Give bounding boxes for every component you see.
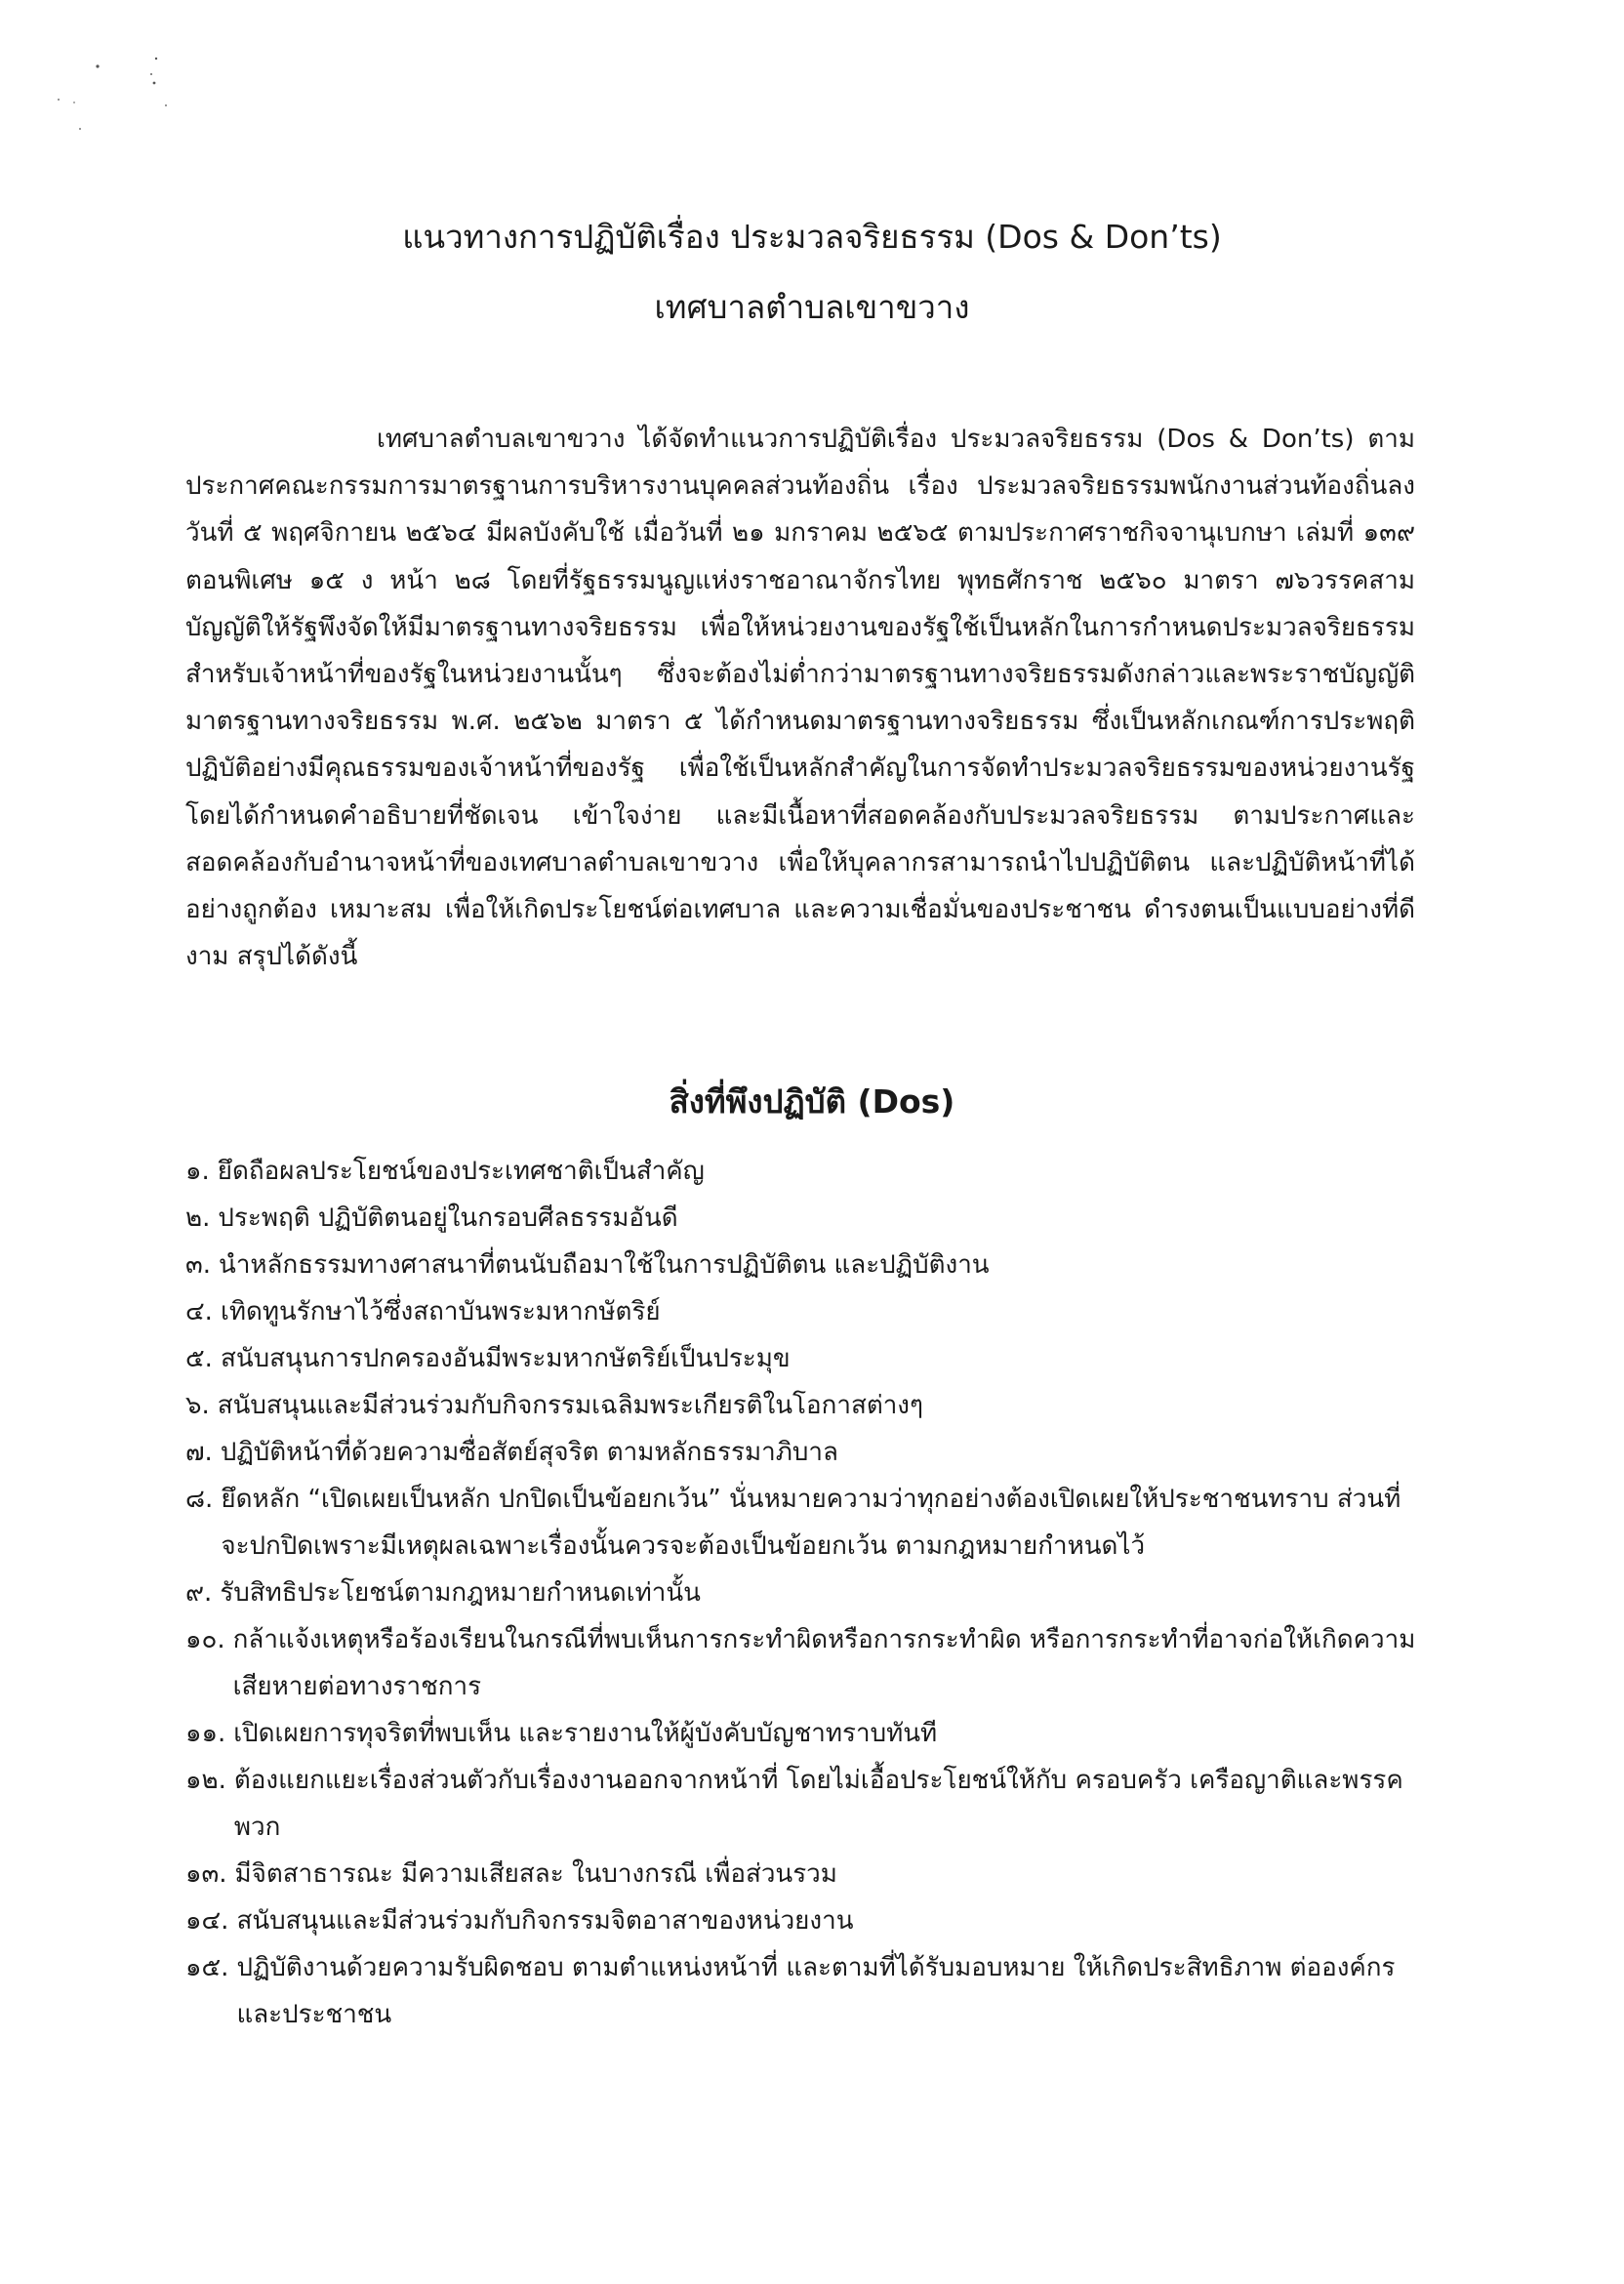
list-item	[185, 1757, 1425, 1851]
list-item-text: สนับสนุนและมีส่วนร่วมกับกิจกรรมเฉลิมพระเกียรติในโอกาสต่างๆ	[217, 1391, 923, 1420]
scan-specks	[39, 39, 195, 146]
list-item-text: ปฏิบัติงานด้วยความรับผิดชอบ ตามตำแหน่งหน้าที่ และตามที่ได้รับมอบหมาย ให้เกิดประสิทธิภาพ ต่อองค์กรและประชาชน	[236, 1953, 1396, 2029]
intro-paragraph: เทศบาลตำบลเขาขวาง ได้จัดทำแนวการปฏิบัติเรื่อง ประมวลจริยธรรม (Dos & Don’ts) ตามประกาศคณะกรรมการมาตรฐานการบริหารงานบุคคลส่วนท้องถิ่น เรื่อง ประมวลจริยธรรมพนักงานส่วนท้องถิ่นลงวันที่ ๕ พฤศจิกายน ๒๕๖๔ มีผลบังคับใช้ เมื่อวันที่ ๒๑ มกราคม ๒๕๖๕ ตามประกาศราชกิจจานุเบกษา เล่มที่ ๑๓๙ ตอนพิเศษ ๑๕ ง หน้า ๒๘ โดยที่รัฐธรรมนูญแห่งราชอาณาจักรไทย พุทธศักราช ๒๕๖๐ มาตรา ๗๖วรรคสาม บัญญัติให้รัฐพึงจัดให้มีมาตรฐานทางจริยธรรม เพื่อให้หน่วยงานของรัฐใช้เป็นหลักในการกำหนดประมวลจริยธรรมสำหรับเจ้าหน้าที่ของรัฐในหน่วยงานนั้นๆ ซึ่งจะต้องไม่ต่ำกว่ามาตรฐานทางจริยธรรมดังกล่าวและพระราชบัญญัติมาตรฐานทางจริยธรรม พ.ศ. ๒๕๖๒ มาตรา ๕ ได้กำหนดมาตรฐานทางจริยธรรม ซึ่งเป็นหลักเกณฑ์การประพฤติปฏิบัติอย่างมีคุณธรรมของเจ้าหน้าที่ของรัฐ เพื่อใช้เป็นหลักสำคัญในการจัดทำประมวลจริยธรรมของหน่วยงานรัฐ โดยได้กำหนดคำอธิบายที่ชัดเจน เข้าใจง่าย และมีเนื้อหาที่สอดคล้องกับประมวลจริยธรรม ตามประกาศและสอดคล้องกับอำนาจหน้าที่ของเทศบาลตำบลเขาขวาง เพื่อให้บุคลากรสามารถนำไปปฏิบัติตน และปฏิบัติหน้าที่ได้อย่างถูกต้อง เหมาะสม เพื่อให้เกิดประโยชน์ต่อเทศบาล และความเชื่อมั่นของประชาชน ดำรงตนเป็นแบบอย่างที่ดีงาม สรุปได้ดังนี้	[185, 425, 1415, 972]
list-item-text: นำหลักธรรมทางศาสนาที่ตนนับถือมาใช้ในการปฏิบัติตน และปฏิบัติงาน	[219, 1250, 990, 1280]
list-item-text: ยึดถือผลประโยชน์ของประเทศชาติเป็นสำคัญ	[217, 1157, 705, 1186]
list-item-text: รับสิทธิประโยชน์ตามกฎหมายกำหนดเท่านั้น	[220, 1578, 701, 1608]
list-item	[185, 1944, 1425, 2038]
list-item-number: ๑๕.	[185, 1953, 229, 1982]
dos-list	[185, 1148, 1425, 2038]
list-item-number: ๘.	[185, 1485, 214, 1514]
list-item-number: ๕.	[185, 1344, 213, 1373]
list-item	[185, 1476, 1425, 1570]
list-item	[185, 1195, 1425, 1242]
list-item-number: ๙.	[185, 1578, 213, 1608]
list-item-number: ๑๒.	[185, 1766, 226, 1795]
list-item-text: เทิดทูนรักษาไว้ซึ่งสถาบันพระมหากษัตริย์	[220, 1297, 661, 1326]
list-item-number: ๒.	[185, 1203, 211, 1233]
list-item	[185, 1710, 1425, 1757]
list-item	[185, 1570, 1425, 1616]
list-item-text: ประพฤติ ปฏิบัติตนอยู่ในกรอบศีลธรรมอันดี	[218, 1203, 678, 1233]
list-item-text: มีจิตสาธารณะ มีความเสียสละ ในบางกรณี เพื่อส่วนรวม	[234, 1859, 837, 1889]
header	[0, 213, 1624, 332]
list-item-number: ๗.	[185, 1438, 213, 1467]
document-title: แนวทางการปฏิบัติเรื่อง ประมวลจริยธรรม (Dos & Don’ts)	[402, 218, 1222, 256]
list-item-number: ๑.	[185, 1157, 210, 1186]
list-item	[185, 1242, 1425, 1288]
list-item-number: ๑๑.	[185, 1719, 226, 1748]
list-item-text: กล้าแจ้งเหตุหรือร้องเรียนในกรณีที่พบเห็นการกระทำผิดหรือการกระทำผิด หรือการกระทำที่อาจก่อให้เกิดความเสียหายต่อทางราชการ	[232, 1625, 1416, 1701]
list-item	[185, 1429, 1425, 1476]
list-item-number: ๓.	[185, 1250, 212, 1280]
list-item-number: ๑๔.	[185, 1906, 229, 1936]
list-item-text: ต้องแยกแยะเรื่องส่วนตัวกับเรื่องงานออกจากหน้าที่ โดยไม่เอื้อประโยชน์ให้กับ ครอบครัว เครือญาติและพรรคพวก	[233, 1766, 1403, 1842]
dos-heading: สิ่งที่พึงปฏิบัติ (Dos)	[669, 1082, 955, 1121]
list-item	[185, 1897, 1425, 1944]
list-item-text: ยึดหลัก “เปิดเผยเป็นหลัก ปกปิดเป็นข้อยกเว้น” นั่นหมายความว่าทุกอย่างต้องเปิดเผยให้ประชาชนทราบ ส่วนที่จะปกปิดเพราะมีเหตุผลเฉพาะเรื่องนั้นควรจะต้องเป็นข้อยกเว้น ตามกฎหมายกำหนดไว้	[221, 1485, 1401, 1561]
list-item-number: ๖.	[185, 1391, 210, 1420]
list-item-text: สนับสนุนการปกครองอันมีพระมหากษัตริย์เป็นประมุข	[220, 1344, 791, 1373]
list-item-text: สนับสนุนและมีส่วนร่วมกับกิจกรรมจิตอาสาของหน่วยงาน	[236, 1906, 854, 1936]
list-item-number: ๑๐.	[185, 1625, 225, 1654]
list-item	[185, 1382, 1425, 1429]
document-subtitle: เทศบาลตำบลเขาขวาง	[654, 288, 970, 326]
list-item	[185, 1148, 1425, 1195]
list-item	[185, 1288, 1425, 1335]
list-item	[185, 1616, 1425, 1710]
list-item	[185, 1335, 1425, 1382]
list-item-number: ๔.	[185, 1297, 213, 1326]
list-item-text: ปฏิบัติหน้าที่ด้วยความซื่อสัตย์สุจริต ตามหลักธรรมาภิบาล	[220, 1438, 838, 1467]
list-item-text: เปิดเผยการทุจริตที่พบเห็น และรายงานให้ผู้บังคับบัญชาทราบทันที	[233, 1719, 938, 1748]
list-item-number: ๑๓.	[185, 1859, 227, 1889]
list-item	[185, 1851, 1425, 1897]
